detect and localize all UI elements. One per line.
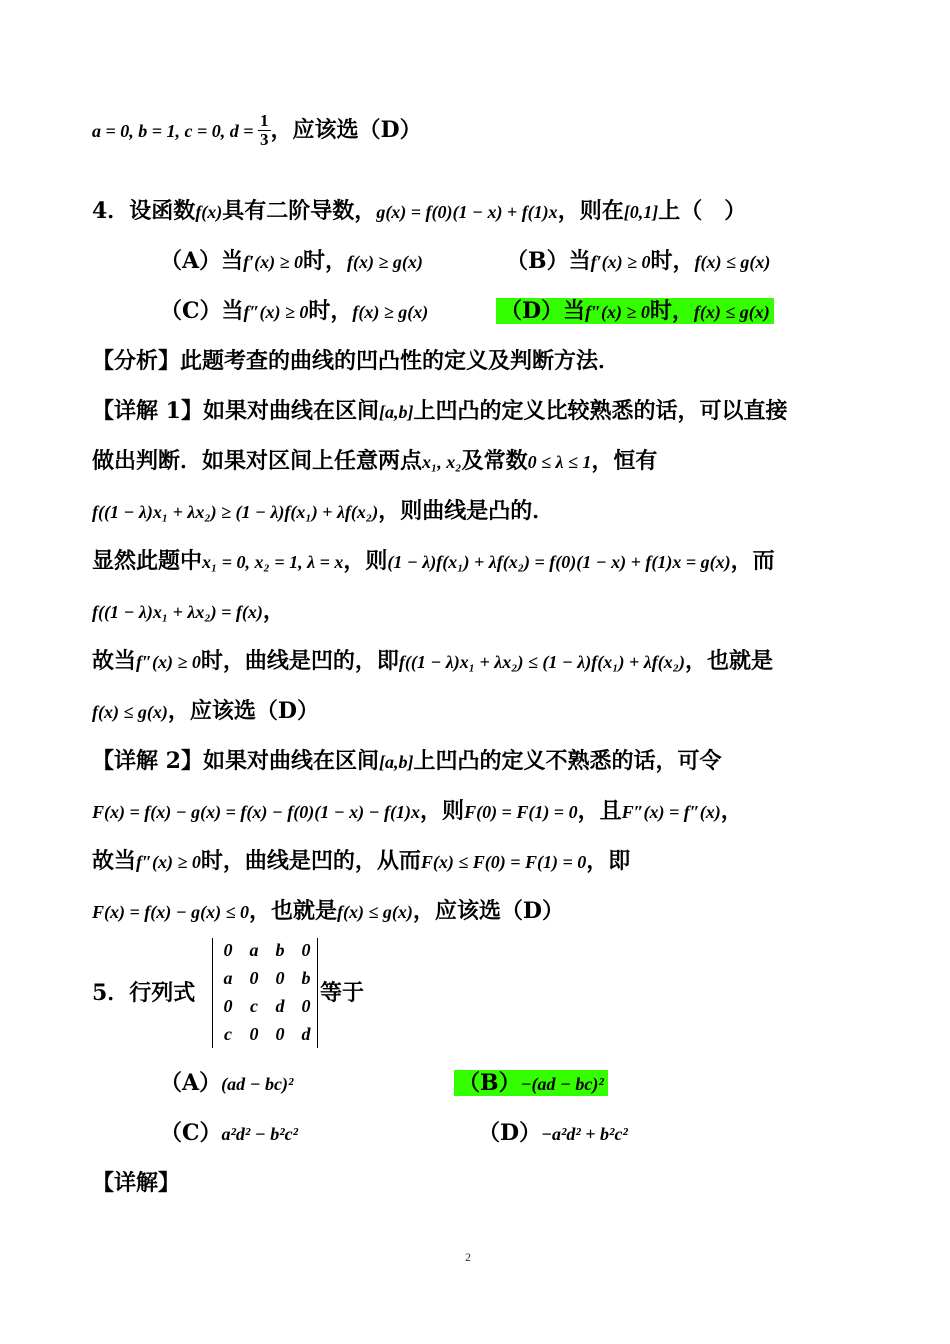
- option-a-mid: 时，: [303, 248, 348, 274]
- option-b-label: （B）当: [506, 248, 591, 274]
- q5-option-a: [160, 1072, 293, 1094]
- d1-answer: ，应该选（D）: [167, 698, 319, 724]
- determinant-cell: c: [224, 1024, 232, 1044]
- d1-text-b: 上凹凸的定义比较熟悉的话，可以直接: [413, 398, 788, 424]
- q5-c-expr: a²d² − b²c²: [221, 1124, 298, 1144]
- option-c-label: （C）当: [160, 298, 244, 324]
- question-4: [92, 200, 746, 222]
- determinant-cell: a: [223, 968, 233, 988]
- q4-text: 具有二阶导数，: [222, 198, 377, 224]
- q4-option-d-highlighted: [496, 298, 774, 324]
- q4-fx: f(x): [195, 202, 223, 222]
- detail-1-line4: [92, 550, 775, 572]
- determinant-cell: a: [249, 940, 259, 960]
- option-b-cond: f′(x) ≥ 0: [590, 252, 651, 272]
- option-a-cond: f′(x) ≥ 0: [243, 252, 304, 272]
- d2-F2: F″(x) = f″(x): [621, 802, 721, 822]
- q4-g-def: g(x) = f(0)(1 − x) + f(1)x: [376, 202, 558, 222]
- d2-text-i: ，也就是: [249, 898, 338, 924]
- d1-equation: (1 − λ)f(x₁) + λf(x₂) = f(0)(1 − x) + f(1)x = g(x): [387, 552, 731, 572]
- d2-text-e: ，: [720, 798, 743, 824]
- determinant-cell: c: [250, 996, 258, 1016]
- determinant-cell: 0: [301, 940, 311, 960]
- d2-cond: f″(x) ≥ 0: [136, 852, 201, 872]
- determinant-cell: 0: [249, 1024, 259, 1044]
- d1-text-i: ，而: [730, 548, 775, 574]
- q4-option-a: [160, 250, 423, 272]
- d2-F-le0: F(x) = f(x) − g(x) ≤ 0: [92, 902, 250, 922]
- q5-d-label: （D）: [478, 1120, 542, 1146]
- d2-text-d: ，且: [577, 798, 622, 824]
- fraction-denominator: 3: [260, 129, 269, 149]
- d1-convex-ineq: f((1 − λ)x₁ + λx₂) ≥ (1 − λ)f(x₁) + λf(x₂): [92, 502, 379, 522]
- fraction-one-third: [258, 112, 271, 150]
- d1-text-d: 及常数: [461, 448, 528, 474]
- q4-end: 上（ ）: [658, 198, 747, 224]
- d2-text-a: 【详解 2】如果对曲线在区间: [92, 748, 379, 774]
- q3-answer: ，应该选（D）: [270, 116, 422, 143]
- d1-values: x₁ = 0, x₂ = 1, λ = x: [202, 552, 344, 572]
- q5-c-label: （C）: [160, 1120, 222, 1146]
- detail-2-line3: [92, 850, 630, 872]
- q4-label: 4．设函数: [92, 198, 196, 224]
- option-c-cond: f″(x) ≥ 0: [243, 302, 309, 322]
- determinant-cell: b: [301, 968, 311, 988]
- q3-values: a = 0, b = 1, c = 0, d =: [92, 120, 259, 141]
- page-number: 2: [465, 1250, 471, 1264]
- determinant-cell: d: [275, 996, 285, 1016]
- d2-text-h: ，即: [586, 848, 631, 874]
- option-b-mid: 时，: [650, 248, 695, 274]
- detail-1-line7: [92, 700, 319, 722]
- determinant-cell: 0: [275, 968, 285, 988]
- detail-2-line2: [92, 800, 743, 822]
- determinant-cell: 0: [223, 940, 233, 960]
- d1-result: f(x) ≤ g(x): [92, 702, 168, 722]
- determinant-matrix: [212, 938, 318, 1048]
- d1-text-h: ，则: [343, 548, 388, 574]
- detail-2-line4: [92, 900, 564, 922]
- d1-lambda: 0 ≤ λ ≤ 1: [527, 452, 592, 472]
- d1-text-e: ，恒有: [591, 448, 658, 474]
- d2-answer: ，应该选（D）: [412, 898, 564, 924]
- d1-text-k: 故当: [92, 648, 137, 674]
- d1-interval: [a,b]: [378, 402, 414, 422]
- analysis-line: 【分析】此题考查的曲线的凹凸性的定义及判断方法．: [92, 348, 621, 374]
- detail-1-line6: [92, 650, 773, 672]
- option-a-label: （A）当: [160, 248, 244, 274]
- q5-option-b-highlighted: [454, 1070, 608, 1096]
- q4-option-b: [506, 250, 770, 272]
- d1-text-l: 时，曲线是凹的，即: [200, 648, 399, 674]
- d2-interval: [a,b]: [378, 752, 414, 772]
- option-d-mid: 时，: [649, 298, 694, 324]
- q5-option-d: [478, 1122, 628, 1144]
- determinant-cell: 0: [275, 1024, 285, 1044]
- d2-F-def: F(x) = f(x) − g(x) = f(x) − f(0)(1 − x) − f(1)x: [92, 802, 421, 822]
- q4-option-c: [160, 300, 428, 322]
- d1-text-g: 显然此题中: [92, 548, 203, 574]
- d1-text-a: 【详解 1】如果对曲线在区间: [92, 398, 379, 424]
- q5-a-expr: (ad − bc)²: [221, 1074, 294, 1094]
- q4-interval: [0,1]: [623, 202, 659, 222]
- option-d-res: f(x) ≤ g(x): [693, 302, 770, 322]
- d2-text-b: 上凹凸的定义不熟悉的话，可令: [413, 748, 722, 774]
- d2-text-g: 时，曲线是凹的，从而: [200, 848, 421, 874]
- q5-label: 5．行列式: [92, 980, 196, 1006]
- d1-points: x₁, x₂: [422, 452, 462, 472]
- q5-option-c: [160, 1122, 298, 1144]
- d1-text-f: ，则曲线是凸的．: [378, 498, 555, 524]
- option-d-cond: f″(x) ≥ 0: [585, 302, 650, 322]
- option-d-label: （D）当: [500, 298, 586, 324]
- detail-1-line1: [92, 400, 787, 422]
- determinant-cell: b: [275, 940, 285, 960]
- detail-1-line3: [92, 500, 554, 522]
- q5-b-expr: −(ad − bc)²: [520, 1074, 604, 1094]
- q4-text2: ，则在: [557, 198, 624, 224]
- d2-F-le: F(x) ≤ F(0) = F(1) = 0: [420, 852, 587, 872]
- d2-text-f: 故当: [92, 848, 137, 874]
- d1-cond: f″(x) ≥ 0: [136, 652, 201, 672]
- d1-concave-ineq: f((1 − λ)x₁ + λx₂) ≤ (1 − λ)f(x₁) + λf(x₂): [398, 652, 686, 672]
- fraction-numerator: 1: [260, 111, 269, 130]
- determinant-cell: 0: [223, 996, 233, 1016]
- d1-equation2: f((1 − λ)x₁ + λx₂) = f(x): [92, 602, 263, 622]
- option-b-res: f(x) ≤ g(x): [694, 252, 771, 272]
- d2-result: f(x) ≤ g(x): [337, 902, 413, 922]
- determinant-cell: 0: [249, 968, 259, 988]
- detail-1-line5: [92, 600, 285, 622]
- q5-a-label: （A）: [160, 1070, 222, 1096]
- option-c-mid: 时，: [308, 298, 353, 324]
- d2-text-c: ，则: [420, 798, 465, 824]
- q5-detail-heading: 【详解】: [92, 1170, 181, 1196]
- detail-2-line1: [92, 750, 721, 772]
- q5-end: 等于: [320, 980, 365, 1006]
- d1-text-c: 做出判断．如果对区间上任意两点: [92, 448, 423, 474]
- d2-F0: F(0) = F(1) = 0: [464, 802, 578, 822]
- d1-text-m: ，也就是: [685, 648, 774, 674]
- option-a-res: f(x) ≥ g(x): [347, 252, 423, 272]
- d1-text-j: ，: [262, 598, 285, 624]
- determinant-cell: d: [301, 1024, 311, 1044]
- determinant-cell: 0: [301, 996, 311, 1016]
- q5-d-expr: −a²d² + b²c²: [541, 1124, 628, 1144]
- q5-b-label: （B）: [458, 1070, 521, 1096]
- answer-line-q3: [92, 112, 422, 150]
- detail-1-line2: [92, 450, 657, 472]
- option-c-res: f(x) ≥ g(x): [352, 302, 429, 322]
